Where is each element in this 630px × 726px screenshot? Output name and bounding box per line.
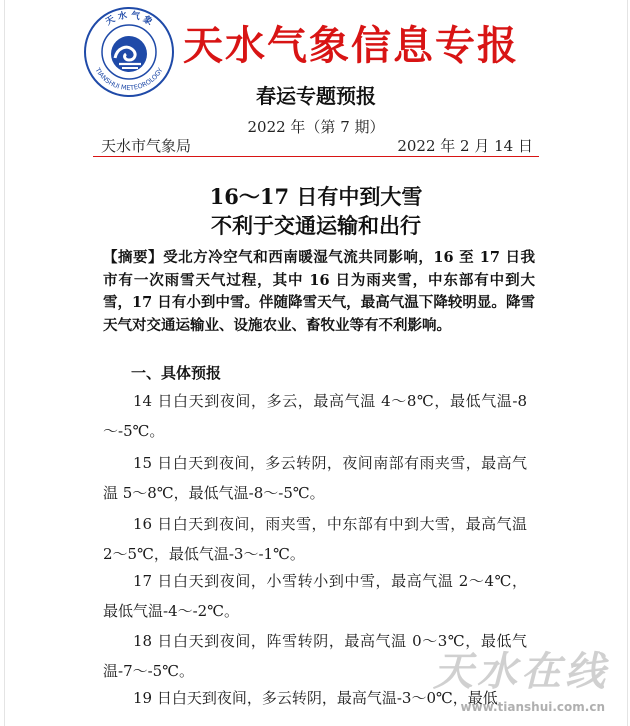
header-divider [93, 156, 539, 157]
issuing-organization: 天水市气象局 [101, 137, 192, 155]
watermark-logo: 天水在线 [433, 648, 609, 695]
headline-line-1: 16～17 日有中到大雪 [209, 184, 423, 209]
logo-ring-text: TIANSHUI METEOROLOGY [93, 66, 165, 93]
issue-number: 2022 年（第 7 期） [247, 118, 385, 136]
forecast-day-15: 15 日白天到夜间，多云转阴，夜间南部有雨夹雪，最高气温 5～8℃，最低气温-8～-5℃。 [103, 454, 527, 502]
report-subtitle: 春运专题预报 [256, 84, 376, 108]
forecast-day-19: 19 日白天到夜间，多云转阴，最高气温-3～0℃，最低 [133, 689, 498, 707]
forecast-day-18: 18 日白天到夜间，阵雪转阴，最高气温 0～3℃，最低气温-7～-5℃。 [103, 632, 527, 680]
document-page [4, 0, 628, 726]
abstract-label: 【摘要】 [103, 249, 164, 266]
forecast-day-16: 16 日白天到夜间，雨夹雪，中东部有中到大雪，最高气温 2～5℃，最低气温-3～-1℃。 [103, 515, 527, 563]
abstract-text: 受北方冷空气和西南暖湿气流共同影响，16 至 17 日我市有一次雨雪天气过程，其中 16 日为雨夹雪，中东部有中到大雪，17 日有小到中雪。伴随降雪天气，最高气温下降较明显。降雪天气对交通运输业、设施农业、畜牧业等有不利影响。 [103, 249, 536, 334]
abstract-paragraph [103, 247, 535, 337]
headline-line-2: 不利于交通运输和出行 [211, 213, 421, 238]
forecast-day-17: 17 日白天到夜间，小雪转小到中雪，最高气温 2～4℃，最低气温-4～-2℃。 [103, 572, 527, 620]
forecast-day-14: 14 日白天到夜间，多云，最高气温 4～8℃，最低气温-8～-5℃。 [103, 392, 527, 440]
logo-top-text: 天 水 气 象 [104, 10, 154, 28]
issue-date: 2022 年 2 月 14 日 [397, 137, 533, 155]
report-title: 天水气象信息专报 [183, 22, 519, 69]
section-heading-forecast: 一、具体预报 [131, 364, 222, 382]
watermark-url: www.tianshui.com.cn [460, 700, 605, 714]
